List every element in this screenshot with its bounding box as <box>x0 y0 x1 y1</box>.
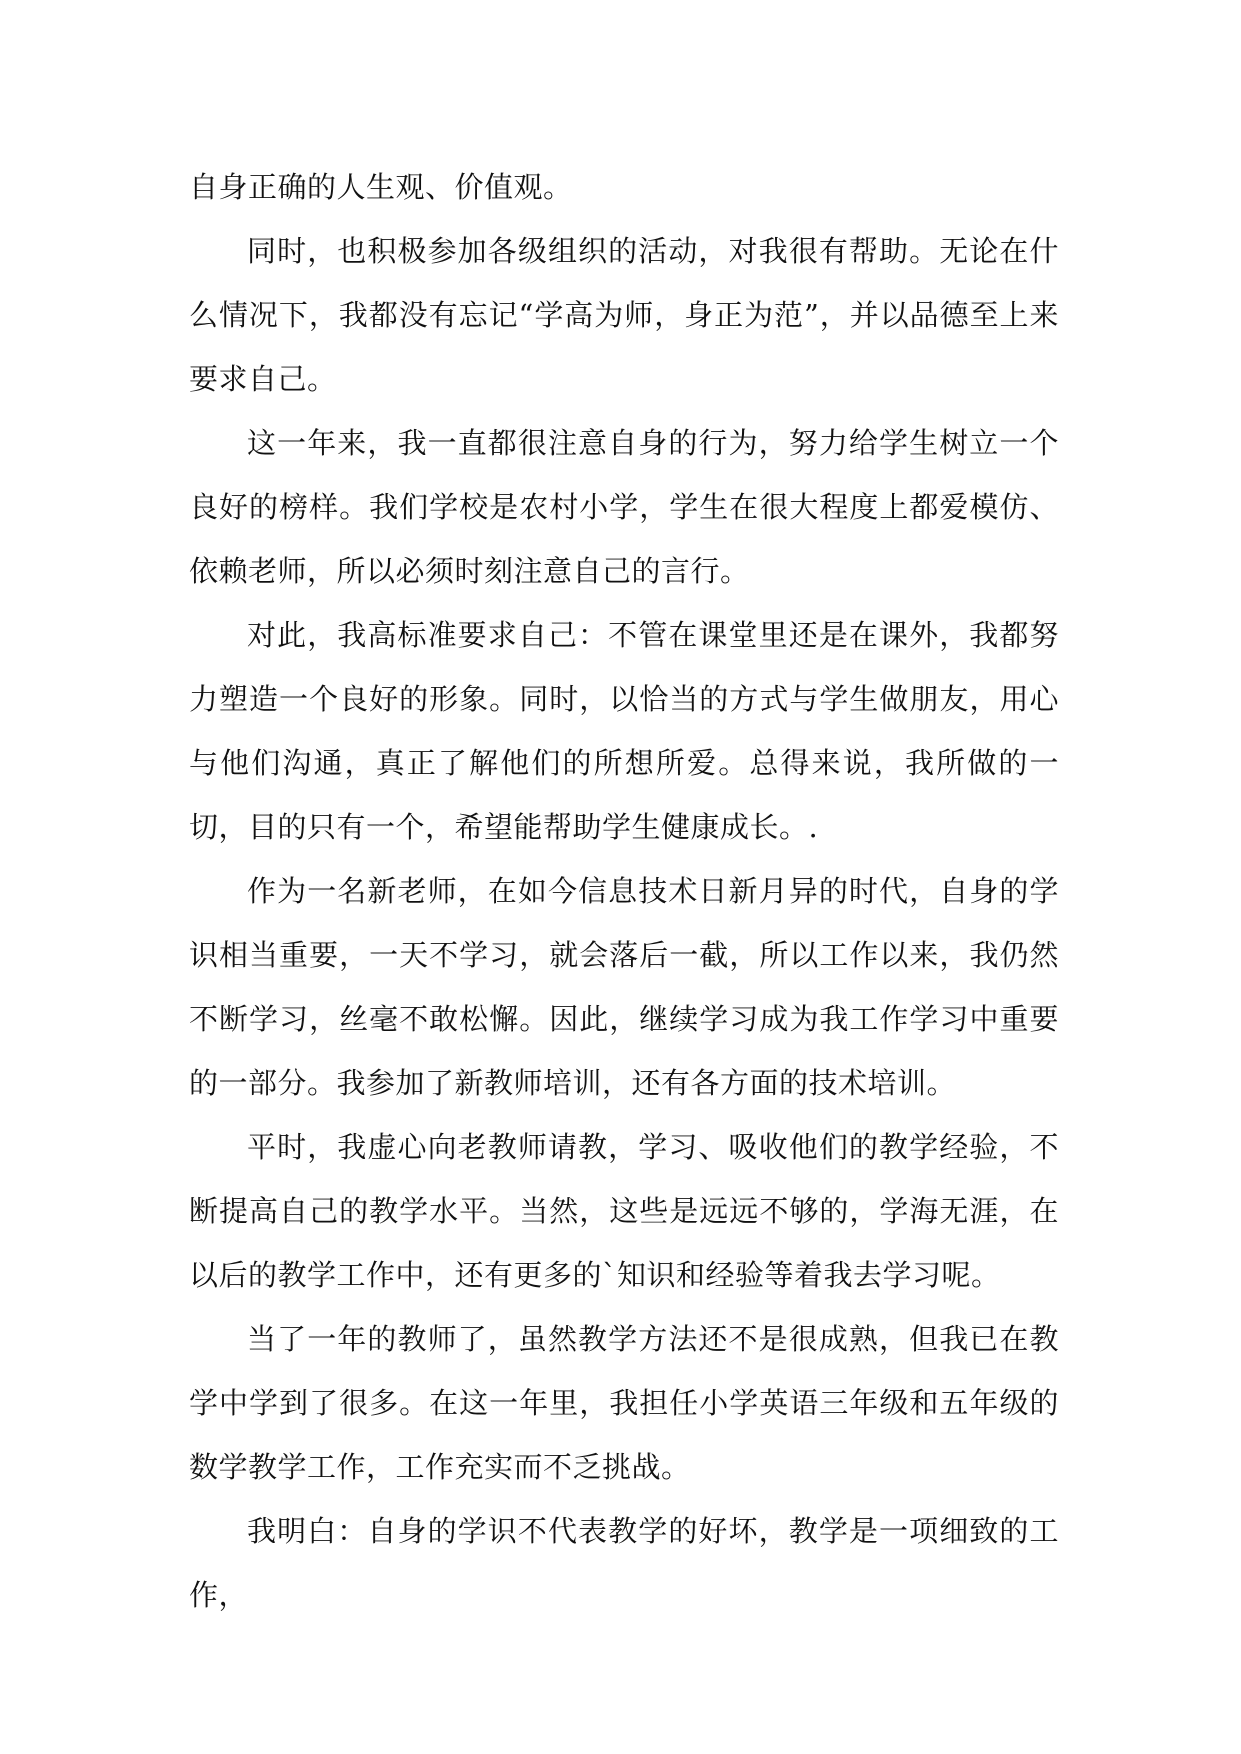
paragraph-4: 对此，我高标准要求自己：不管在课堂里还是在课外，我都努力塑造一个良好的形象。同时，以恰当的方式与学生做朋友，用心与他们沟通，真正了解他们的所想所爱。总得来说，我所做的一切，目的只有一个，希望能帮助学生健康成长。. <box>189 618 1059 844</box>
paragraph-1: 自身正确的人生观、价值观。 <box>189 170 573 204</box>
paragraph-2: 同时，也积极参加各级组织的活动，对我很有帮助。无论在什么情况下，我都没有忘记“学高为师，身正为范”，并以品德至上来要求自己。 <box>189 234 1059 396</box>
paragraph-7: 当了一年的教师了，虽然教学方法还不是很成熟，但我已在教学中学到了很多。在这一年里，我担任小学英语三年级和五年级的数学教学工作，工作充实而不乏挑战。 <box>189 1322 1059 1484</box>
paragraph-3: 这一年来，我一直都很注意自身的行为，努力给学生树立一个良好的榜样。我们学校是农村小学，学生在很大程度上都爱模仿、依赖老师，所以必须时刻注意自己的言行。 <box>189 426 1059 588</box>
paragraph-5: 作为一名新老师，在如今信息技术日新月异的时代，自身的学识相当重要，一天不学习，就会落后一截，所以工作以来，我仍然不断学习，丝毫不敢松懈。因此，继续学习成为我工作学习中重要的一部分。我参加了新教师培训，还有各方面的技术培训。 <box>189 874 1059 1100</box>
paragraph-6: 平时，我虚心向老教师请教，学习、吸收他们的教学经验，不断提高自己的教学水平。当然，这些是远远不够的，学海无涯，在以后的教学工作中，还有更多的`知识和经验等着我去学习呢。 <box>189 1130 1059 1292</box>
document-body <box>189 155 1059 1627</box>
paragraph-8: 我明白：自身的学识不代表教学的好坏，教学是一项细致的工作， <box>189 1514 1059 1612</box>
